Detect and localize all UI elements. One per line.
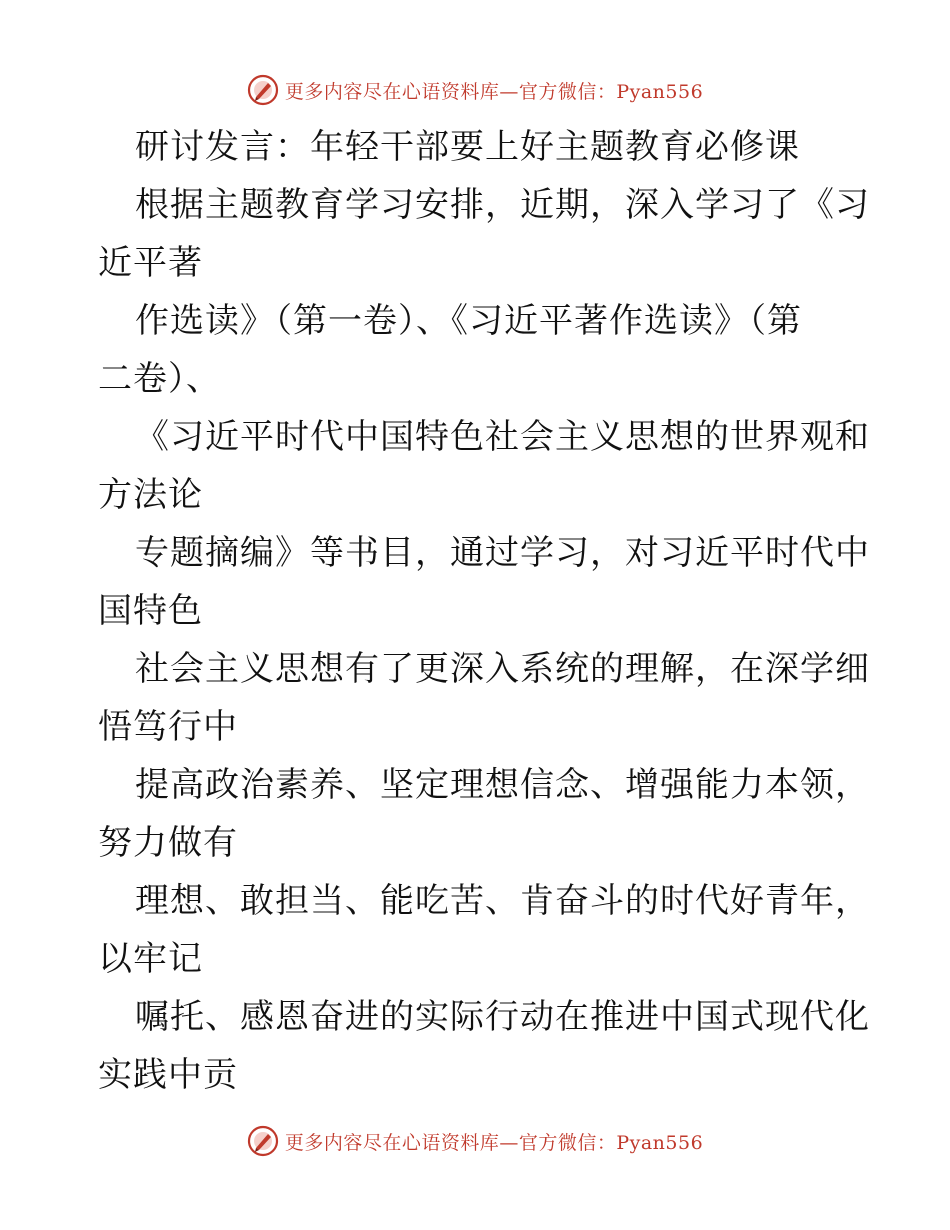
text-line: 社会主义思想有了更深入系统的理解，在深学细 [135,649,870,689]
text-line: 悟笃行中 [98,707,238,747]
footer-banner [0,1121,950,1161]
document-title: 研讨发言：年轻干部要上好主题教育必修课 [135,127,800,167]
text-line: 专题摘编》等书目，通过学习，对习近平时代中 [135,533,870,573]
text-line: 嘱托、感恩奋进的实际行动在推进中国式现代化 [135,997,870,1037]
text-line: 近平著 [98,243,203,283]
text-line: 二卷）、 [98,359,221,399]
pen-logo-icon [247,74,279,106]
banner-text: 更多内容尽在心语资料库—官方微信：Pyan556 [284,1131,704,1154]
text-line: 实践中贡 [98,1055,238,1095]
text-line: 提高政治素养、坚定理想信念、增强能力本领， [135,765,870,805]
header-banner [0,70,950,110]
text-line: 理想、敢担当、能吃苦、肯奋斗的时代好青年， [135,881,870,921]
text-line: 作选读》（第一卷）、《习近平著作选读》（第 [135,301,802,341]
text-line: 《习近平时代中国特色社会主义思想的世界观和 [135,417,870,457]
banner-text: 更多内容尽在心语资料库—官方微信：Pyan556 [284,80,704,103]
document-body [98,118,870,1104]
pen-logo-icon [247,1125,279,1157]
text-line: 以牢记 [98,939,203,979]
text-line: 方法论 [98,475,203,515]
text-line: 根据主题教育学习安排，近期，深入学习了《习 [135,185,870,225]
text-line: 努力做有 [98,823,238,863]
text-line: 国特色 [98,591,203,631]
